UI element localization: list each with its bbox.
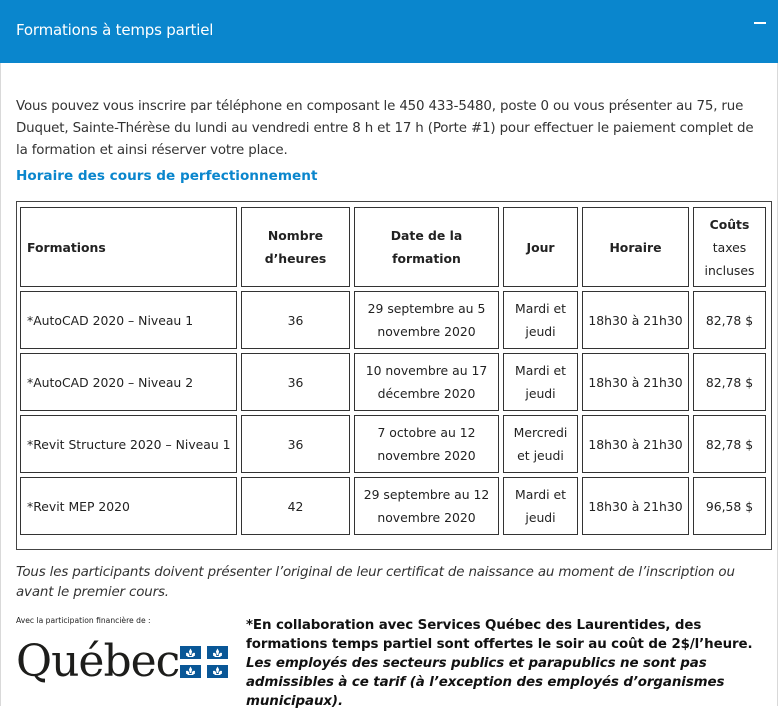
collaboration-note: [246, 616, 756, 711]
table-header-row: [20, 207, 766, 287]
cell-date: 29 septembre au 12 novembre 2020: [354, 477, 499, 535]
table-row: [20, 477, 766, 535]
cell-formation: *AutoCAD 2020 – Niveau 1: [20, 291, 237, 349]
minus-icon[interactable]: [754, 22, 766, 24]
schedule-table-frame: [16, 201, 772, 550]
cell-cout: 82,78 $: [693, 353, 766, 411]
col-header-couts: Coûts taxes incluses: [693, 207, 766, 287]
cell-horaire: 18h30 à 21h30: [582, 353, 689, 411]
col-header-jour: Jour: [503, 207, 578, 287]
cell-jour: Mardi et jeudi: [503, 353, 578, 411]
cell-formation: *Revit Structure 2020 – Niveau 1: [20, 415, 237, 473]
panel-border-left: [0, 63, 1, 706]
intro-paragraph: Vous pouvez vous inscrire par téléphone en composant le 450 433-5480, poste 0 ou vous présenter au 75, rue Duquet, Sainte-Thérèse du lundi au vendredi entre 8 h et 17 h (Porte #1) pour effectuer le paiement complet de la formation et ainsi réserver votre place.: [16, 99, 754, 158]
collaboration-italic-text: Les employés des secteurs publics et parapublics ne sont pas admissibles à ce tarif (à l’exception des employés d’organismes municipaux).: [246, 656, 725, 709]
accordion-header[interactable]: [0, 0, 778, 63]
cell-formation: *AutoCAD 2020 – Niveau 2: [20, 353, 237, 411]
financial-participation-label: Avec la participation financière de :: [16, 616, 151, 625]
certificate-note: Tous les participants doivent présenter l’original de leur certificat de naissance au moment de l’inscription ou avant le premier cours.: [16, 565, 735, 600]
cell-jour: Mardi et jeudi: [503, 477, 578, 535]
cell-jour: Mercredi et jeudi: [503, 415, 578, 473]
cell-jour: Mardi et jeudi: [503, 291, 578, 349]
col-header-heures: Nombre d’heures: [241, 207, 350, 287]
cell-date: 10 novembre au 17 décembre 2020: [354, 353, 499, 411]
section-title: Horaire des cours de perfectionnement: [16, 168, 318, 184]
cell-cout: 82,78 $: [693, 415, 766, 473]
cell-heures: 42: [241, 477, 350, 535]
fleurdelise-flag-icon: [180, 646, 228, 678]
cell-formation: *Revit MEP 2020: [20, 477, 237, 535]
cell-cout: 96,58 $: [693, 477, 766, 535]
accordion-title[interactable]: Formations à temps partiel: [16, 21, 214, 39]
table-row: [20, 291, 766, 349]
col-header-formations: Formations: [20, 207, 237, 287]
cell-heures: 36: [241, 353, 350, 411]
cell-cout: 82,78 $: [693, 291, 766, 349]
quebec-logo: [16, 636, 231, 690]
cell-date: 7 octobre au 12 novembre 2020: [354, 415, 499, 473]
cell-heures: 36: [241, 415, 350, 473]
table-row: [20, 415, 766, 473]
quebec-logo-text: Québec: [16, 636, 180, 687]
cell-date: 29 septembre au 5 novembre 2020: [354, 291, 499, 349]
schedule-table: [16, 203, 770, 539]
cell-heures: 36: [241, 291, 350, 349]
cell-horaire: 18h30 à 21h30: [582, 415, 689, 473]
col-header-date: Date de la formation: [354, 207, 499, 287]
table-row: [20, 353, 766, 411]
cell-horaire: 18h30 à 21h30: [582, 477, 689, 535]
col-header-horaire: Horaire: [582, 207, 689, 287]
cell-horaire: 18h30 à 21h30: [582, 291, 689, 349]
collaboration-bold-text: *En collaboration avec Services Québec des Laurentides, des formations temps partiel sont offertes le soir au coût de 2$/l’heure.: [246, 618, 753, 652]
